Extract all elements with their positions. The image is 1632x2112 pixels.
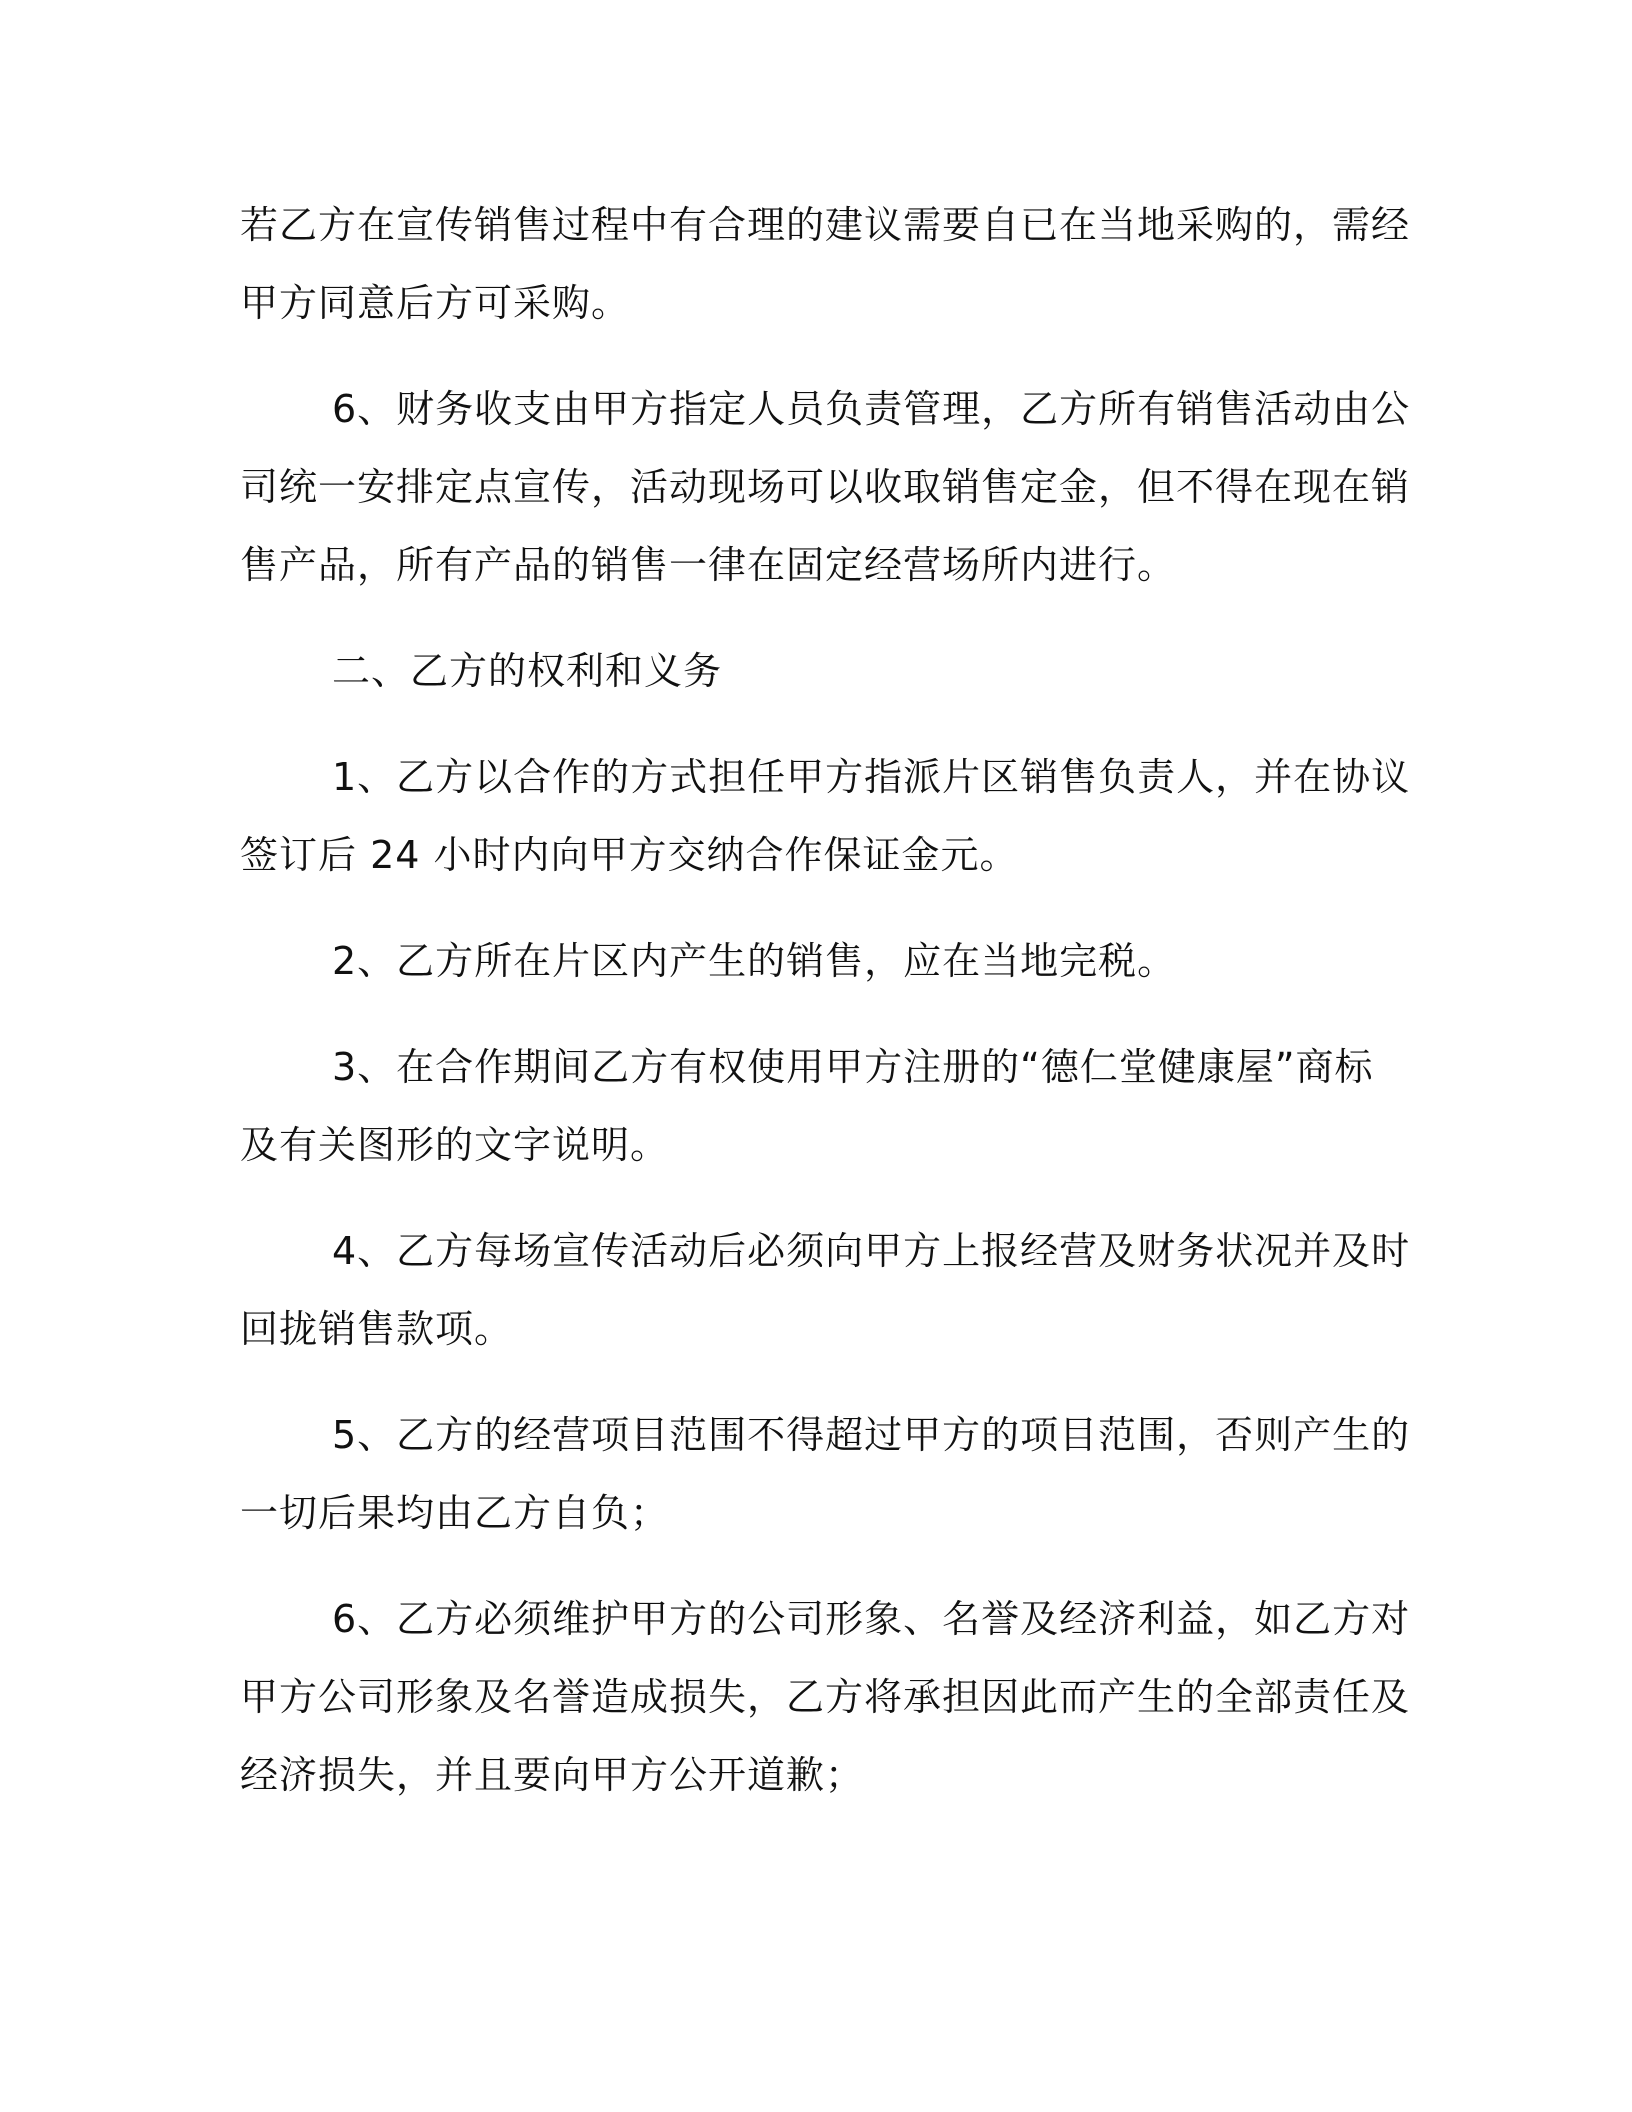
section-heading (240, 632, 1360, 710)
text-line: 售产品，所有产品的销售一律在固定经营场所内进行。 (240, 543, 1177, 587)
text-line: 2、乙方所在片区内产生的销售，应在当地完税。 (332, 939, 1177, 983)
text-line: 一切后果均由乙方自负； (240, 1491, 670, 1535)
paragraph-item-3 (240, 1028, 1374, 1184)
text-line: 5、乙方的经营项目范围不得超过甲方的项目范围，否则产生的 (332, 1413, 1411, 1457)
text-line: 3、在合作期间乙方有权使用甲方注册的“德仁堂健康屋”商标 (332, 1045, 1374, 1089)
paragraph-continuation (240, 186, 1411, 342)
paragraph-item-5 (240, 1396, 1411, 1552)
text-line: 6、财务收支由甲方指定人员负责管理，乙方所有销售活动由公 (332, 387, 1411, 431)
heading-text: 二、乙方的权利和义务 (332, 649, 723, 693)
text-line: 甲方同意后方可采购。 (240, 281, 631, 325)
text-line: 及有关图形的文字说明。 (240, 1123, 670, 1167)
paragraph-item-4 (240, 1212, 1411, 1368)
text-line: 回拢销售款项。 (240, 1307, 514, 1351)
text-line: 若乙方在宣传销售过程中有合理的建议需要自已在当地采购的，需经 (240, 203, 1411, 247)
paragraph-item-6-finance (240, 370, 1411, 604)
document-body (240, 186, 1411, 1842)
text-line: 签订后 24 小时内向甲方交纳合作保证金元。 (240, 833, 1019, 877)
text-line: 司统一安排定点宣传，活动现场可以收取销售定金，但不得在现在销 (240, 465, 1411, 509)
paragraph-item-6-reputation (240, 1580, 1411, 1814)
text-line: 甲方公司形象及名誉造成损失，乙方将承担因此而产生的全部责任及 (240, 1675, 1411, 1719)
text-line: 经济损失，并且要向甲方公开道歉； (240, 1753, 865, 1797)
paragraph-item-2 (240, 922, 1360, 1000)
text-line: 1、乙方以合作的方式担任甲方指派片区销售负责人，并在协议 (332, 755, 1411, 799)
paragraph-item-1 (240, 738, 1411, 894)
text-line: 4、乙方每场宣传活动后必须向甲方上报经营及财务状况并及时 (332, 1229, 1411, 1273)
text-line: 6、乙方必须维护甲方的公司形象、名誉及经济利益，如乙方对 (332, 1597, 1411, 1641)
